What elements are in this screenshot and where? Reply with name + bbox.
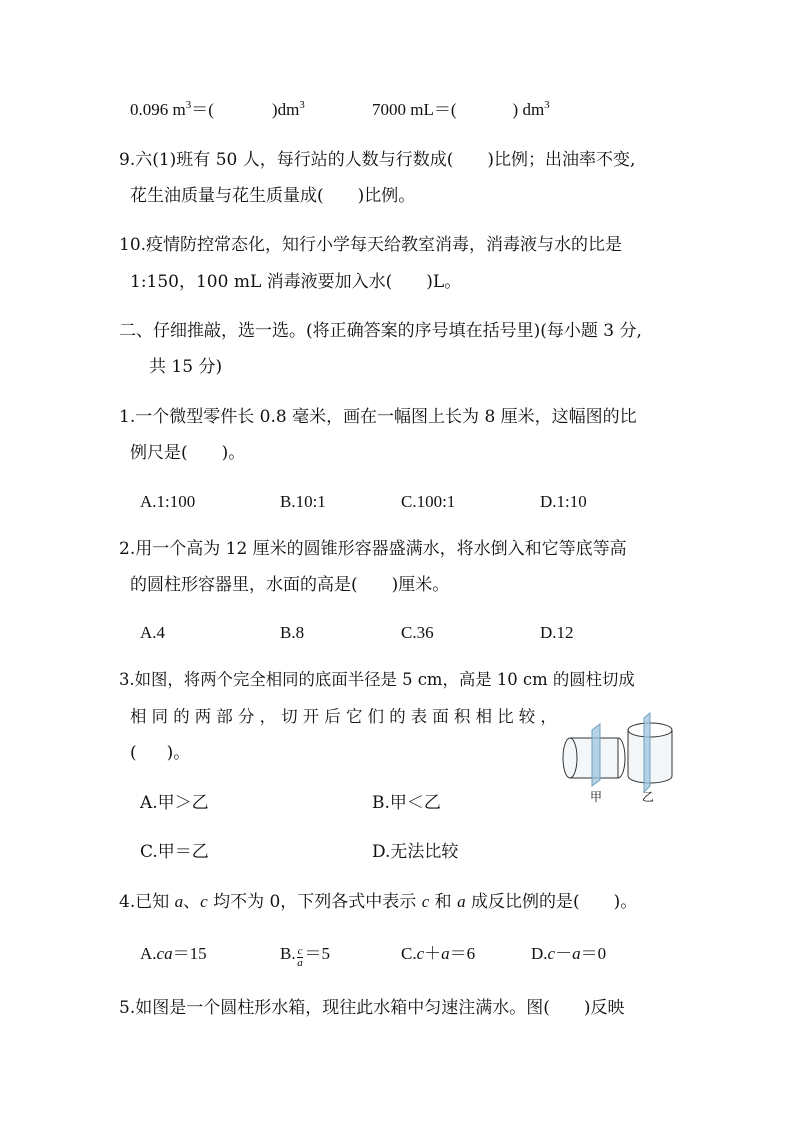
text: 3.如图，将两个完全相同的底面半径是 5 cm，高是 10 cm 的圆柱切成	[119, 670, 635, 689]
section-2-heading	[119, 321, 642, 341]
question-9-line-1	[119, 150, 635, 170]
option-d[interactable]: D.无法比较	[372, 842, 459, 862]
choice-2-line-2	[130, 575, 449, 595]
text: 均不为 0，下列各式中表示	[207, 892, 422, 912]
var-a: a	[457, 892, 466, 911]
option-b[interactable]: B.8	[280, 623, 305, 642]
choice-3-line-1	[119, 670, 635, 690]
choice-5-line-1	[119, 998, 625, 1018]
unit-conversion-line-2	[372, 100, 550, 120]
text: )反映	[583, 998, 625, 1018]
section-2-heading-cont	[149, 357, 222, 377]
text: 例尺是(	[130, 443, 188, 463]
text: 7000 mL＝(	[372, 100, 457, 119]
option-b[interactable]: B.10:1	[280, 492, 326, 511]
text: 成反比例的是(	[465, 892, 580, 912]
option-c[interactable]: C.36	[401, 623, 434, 642]
text: (	[130, 743, 137, 763]
choice-1-line-2	[130, 443, 245, 463]
text: 花生油质量与花生质量成(	[130, 186, 324, 206]
choice-1-line-1	[119, 407, 637, 427]
cylinder-diagram	[558, 712, 688, 808]
horizontal-cylinder	[563, 724, 625, 786]
question-10-line-1	[119, 235, 622, 255]
cylinder-figure	[558, 712, 688, 808]
option-c[interactable]: C.甲＝乙	[140, 842, 209, 862]
text: ＝(	[191, 100, 214, 119]
var-a: a	[174, 892, 184, 911]
text: 的圆柱形容器里，水面的高是(	[130, 575, 358, 595]
choice-3-line-2	[130, 707, 557, 727]
text: ＋	[424, 944, 442, 963]
option-letter: B.	[280, 944, 296, 963]
denominator: a	[297, 957, 303, 969]
option-c[interactable]	[401, 944, 475, 964]
text: ＝0	[580, 944, 607, 963]
text: 共 15 分)	[149, 357, 223, 377]
option-d[interactable]: D.1:10	[540, 492, 587, 511]
text: )。	[166, 743, 191, 763]
text: ＝15	[172, 944, 207, 963]
text: ) dm	[512, 100, 545, 119]
text: 相 同 的 两 部 分 ， 切 开 后 它 们 的 表 面 积 相 比 较 ，	[130, 707, 557, 726]
text: )。	[221, 443, 246, 463]
vertical-cylinder	[628, 713, 672, 792]
option-a[interactable]	[140, 944, 207, 964]
text: )比例。	[357, 186, 416, 206]
var: a	[572, 944, 581, 963]
option-letter: A.	[140, 944, 157, 963]
option-a[interactable]: A.4	[140, 623, 166, 642]
option-d[interactable]	[531, 944, 606, 964]
text: －	[555, 944, 573, 963]
option-letter: D.	[531, 944, 548, 963]
superscript: 3	[544, 99, 550, 111]
var-c: c	[200, 892, 208, 911]
text: 1.一个微型零件长 0.8 毫米，画在一幅图上长为 8 厘米，这幅图的比	[119, 407, 637, 427]
label-jia: 甲	[590, 790, 603, 804]
option-a[interactable]: A.甲＞乙	[140, 793, 209, 813]
option-b[interactable]	[280, 944, 330, 969]
text: 5.如图是一个圆柱形水箱，现往此水箱中匀速注满水。图(	[119, 998, 550, 1018]
option-c[interactable]: C.100:1	[401, 492, 456, 511]
choice-2-line-1	[119, 539, 627, 559]
text: 9.六(1)班有 50 人，每行站的人数与行数成(	[119, 150, 454, 170]
option-d[interactable]: D.12	[540, 623, 574, 642]
text: 和	[429, 892, 458, 912]
numerator: c	[297, 945, 303, 957]
var: c	[416, 944, 425, 963]
text: 4.已知	[119, 892, 175, 912]
text: 、	[183, 892, 201, 912]
fraction	[297, 946, 304, 969]
var: a	[441, 944, 450, 963]
text: ＝5	[304, 944, 330, 963]
option-letter: C.	[401, 944, 417, 963]
superscript: 3	[299, 99, 305, 111]
question-9-line-2	[130, 186, 415, 206]
text: )厘米。	[391, 575, 450, 595]
text: 1:150，100 mL 消毒液要加入水(	[130, 272, 393, 292]
superscript: 3	[185, 99, 192, 111]
var-c: c	[421, 892, 430, 911]
text: 0.096 m	[130, 100, 186, 119]
text: )。	[613, 892, 638, 912]
text: )L。	[426, 272, 462, 292]
choice-4-line-1	[119, 892, 637, 912]
text: )dm	[271, 100, 300, 119]
option-b[interactable]: B.甲＜乙	[372, 793, 441, 813]
var: ca	[156, 944, 173, 963]
var: c	[547, 944, 556, 963]
unit-conversion-line	[130, 100, 305, 120]
text: 二、仔细推敲，选一选。(将正确答案的序号填在括号里)(每小题 3 分,	[119, 321, 642, 341]
label-yi: 乙	[642, 790, 655, 804]
text: ＝6	[449, 944, 476, 963]
choice-3-line-3	[130, 743, 190, 763]
text: 10.疫情防控常态化，知行小学每天给教室消毒，消毒液与水的比是	[119, 235, 623, 255]
text: )比例；出油率不变,	[487, 150, 636, 170]
text: 2.用一个高为 12 厘米的圆锥形容器盛满水，将水倒入和它等底等高	[119, 539, 627, 559]
option-a[interactable]: A.1:100	[140, 492, 196, 511]
question-10-line-2	[130, 272, 461, 292]
